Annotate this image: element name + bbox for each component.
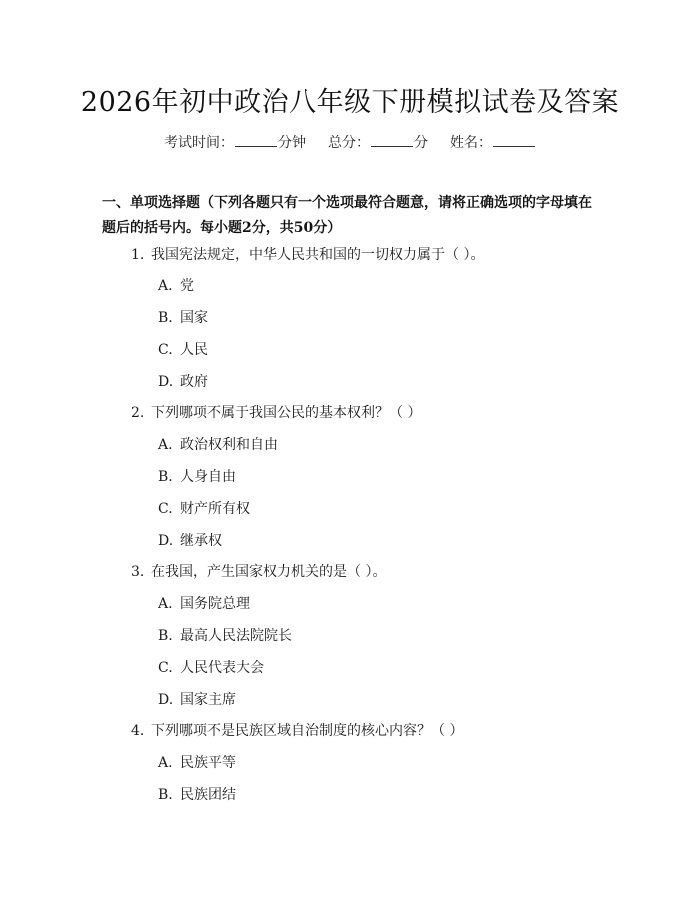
name-label: 姓名： xyxy=(450,135,492,151)
option-letter: A. xyxy=(158,755,173,771)
option-text: 党 xyxy=(180,278,194,294)
option-letter: D. xyxy=(158,692,174,708)
name-blank xyxy=(493,133,535,147)
question-number: 2. xyxy=(131,405,145,421)
option-letter: B. xyxy=(158,469,173,485)
option-4b xyxy=(158,784,236,804)
option-text: 国家 xyxy=(180,310,208,326)
option-4a xyxy=(158,752,236,772)
time-label: 考试时间： xyxy=(164,135,234,151)
score-blank xyxy=(371,133,413,147)
option-text: 民族团结 xyxy=(180,787,236,803)
question-1 xyxy=(131,244,484,264)
option-text: 人身自由 xyxy=(180,469,236,485)
question-text: 下列哪项不属于我国公民的基本权利？（ ） xyxy=(151,405,422,421)
option-text: 人民 xyxy=(180,342,208,358)
question-3 xyxy=(131,561,386,581)
option-text: 继承权 xyxy=(180,533,222,549)
question-2 xyxy=(131,402,421,422)
section-heading: 一、单项选择题（下列各题只有一个选项最符合题意，请将正确选项的字母填在题后的括号内。每小题2分，共50分） xyxy=(102,195,592,236)
question-number: 1. xyxy=(131,247,145,263)
option-text: 政府 xyxy=(180,374,208,390)
option-text: 最高人民法院院长 xyxy=(180,628,292,644)
question-text: 下列哪项不是民族区域自治制度的核心内容？（ ） xyxy=(151,723,464,739)
question-4 xyxy=(131,720,463,740)
option-text: 国家主席 xyxy=(180,692,236,708)
option-text: 人民代表大会 xyxy=(180,660,264,676)
option-letter: B. xyxy=(158,310,173,326)
time-blank xyxy=(235,133,277,147)
option-text: 政治权利和自由 xyxy=(180,437,278,453)
option-1b xyxy=(158,307,208,327)
option-1a xyxy=(158,275,194,295)
question-number: 4. xyxy=(131,723,145,739)
option-1d xyxy=(158,371,208,391)
option-text: 民族平等 xyxy=(180,755,236,771)
option-2d xyxy=(158,530,222,550)
option-2c xyxy=(158,498,250,518)
option-text: 国务院总理 xyxy=(180,596,250,612)
question-text: 我国宪法规定，中华人民共和国的一切权力属于（ ）。 xyxy=(151,247,485,263)
exam-meta-line xyxy=(0,132,700,152)
score-label: 总分： xyxy=(328,135,370,151)
question-text: 在我国，产生国家权力机关的是（ ）。 xyxy=(151,564,387,580)
option-2a xyxy=(158,434,278,454)
option-letter: A. xyxy=(158,596,173,612)
option-letter: A. xyxy=(158,278,173,294)
option-3c xyxy=(158,657,264,677)
exam-title: 2026年初中政治八年级下册模拟试卷及答案 xyxy=(80,87,620,118)
option-letter: C. xyxy=(158,660,173,676)
option-3a xyxy=(158,593,250,613)
option-letter: B. xyxy=(158,787,173,803)
option-1c xyxy=(158,339,208,359)
option-letter: C. xyxy=(158,342,173,358)
option-letter: C. xyxy=(158,501,173,517)
time-unit: 分钟 xyxy=(278,135,306,151)
option-text: 财产所有权 xyxy=(180,501,250,517)
option-letter: D. xyxy=(158,533,174,549)
option-letter: D. xyxy=(158,374,174,390)
option-letter: B. xyxy=(158,628,173,644)
option-letter: A. xyxy=(158,437,173,453)
question-number: 3. xyxy=(131,564,145,580)
option-2b xyxy=(158,466,236,486)
option-3d xyxy=(158,689,236,709)
score-unit: 分 xyxy=(414,135,428,151)
option-3b xyxy=(158,625,292,645)
